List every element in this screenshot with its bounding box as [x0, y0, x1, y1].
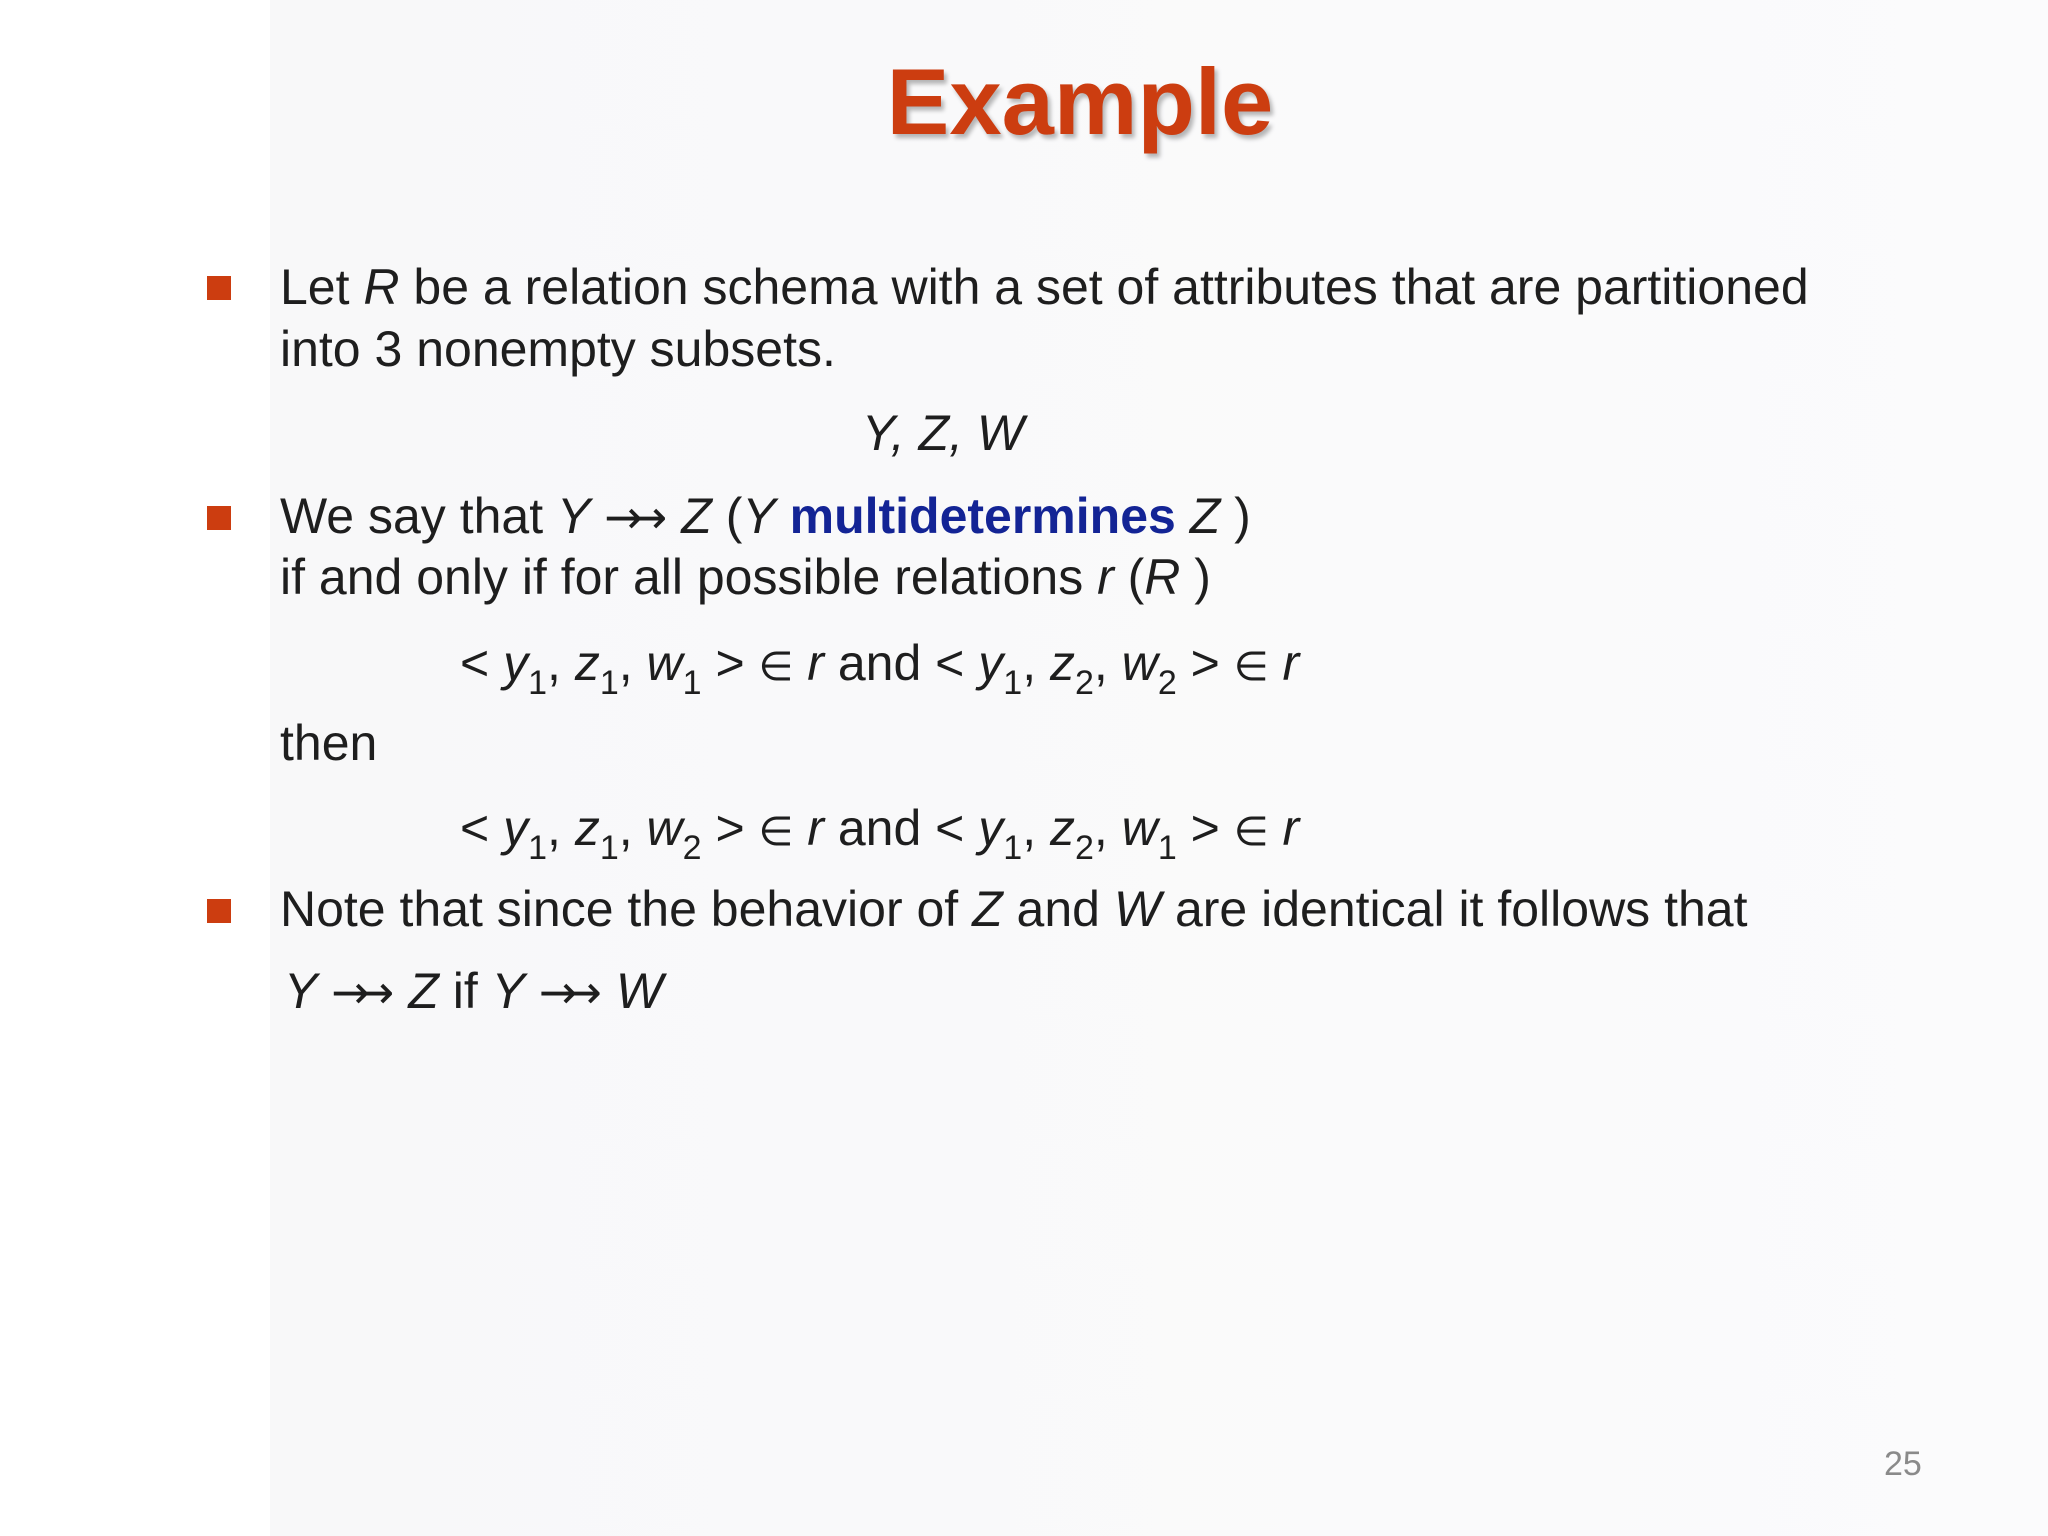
text-span: ): [1180, 549, 1211, 605]
text-span: >: [701, 800, 759, 856]
subscript: 1: [682, 664, 702, 702]
symbol-Z: Z: [972, 881, 1003, 937]
bullet-square-icon: [207, 506, 231, 530]
symbol-y: y: [503, 800, 529, 856]
subscript: 1: [528, 664, 548, 702]
text-span: <: [935, 800, 979, 856]
slide-title: Example: [886, 49, 1274, 154]
symbol-y: y: [978, 800, 1004, 856]
multivalued-arrow-icon: →→: [604, 490, 654, 544]
symbol-Y: Y: [742, 488, 776, 544]
symbol-r: r: [1282, 635, 1300, 691]
page-number: 25: [1884, 1445, 1922, 1483]
subscript: 1: [1003, 664, 1023, 702]
text-span: ,: [618, 635, 647, 691]
text-span: ,: [1022, 635, 1050, 691]
text-span: >: [701, 635, 759, 691]
symbol-r: r: [1282, 800, 1300, 856]
symbol-z: z: [574, 635, 600, 691]
subscript: 1: [528, 829, 548, 867]
symbol-z: z: [1049, 635, 1075, 691]
bullet-square-icon: [207, 276, 231, 300]
text-span: if and only if for all possible relations: [280, 549, 1098, 605]
bullet-3-line-1: [280, 878, 1747, 940]
symbol-w: w: [1121, 800, 1158, 856]
text-span: ,: [618, 800, 647, 856]
subscript: 2: [1074, 664, 1094, 702]
symbol-r: r: [1097, 549, 1114, 605]
symbol-Y: Y: [556, 488, 591, 544]
text-span: ,: [1093, 800, 1122, 856]
subscript: 2: [1157, 664, 1177, 702]
text-span: ,: [1093, 635, 1122, 691]
symbol-y: y: [503, 635, 529, 691]
text-span: if: [438, 963, 492, 1019]
subscript: 1: [599, 664, 619, 702]
bullet-3-formula: [284, 960, 663, 1023]
subscript: 1: [1003, 829, 1023, 867]
text-span: <: [460, 635, 504, 691]
subscript: 1: [599, 829, 619, 867]
symbol-Y: Y: [284, 963, 318, 1019]
text-span: ): [1220, 488, 1251, 544]
bullet-square-icon: [207, 899, 231, 923]
symbol-r: r: [807, 635, 824, 691]
condition-tuples: [460, 632, 1299, 700]
text-span: and: [1002, 881, 1114, 937]
text-span: (: [1113, 549, 1145, 605]
element-of-icon: ∈: [758, 809, 794, 855]
symbol-Z: Z: [408, 963, 439, 1019]
text-span: <: [935, 635, 979, 691]
text-span: and: [823, 800, 936, 856]
text-span: ,: [547, 635, 575, 691]
text-span: (: [711, 488, 743, 544]
symbol-R: R: [1144, 549, 1181, 605]
symbol-Z: Z: [1189, 488, 1221, 544]
text-span: be a relation schema with a set of attributes that are partitioned: [399, 259, 1809, 315]
attribute-subsets: Y, Z, W: [862, 405, 1025, 461]
element-of-icon: ∈: [758, 644, 794, 690]
symbol-w: w: [646, 800, 683, 856]
text-span: are identical it follows that: [1161, 881, 1748, 937]
multivalued-arrow-icon: →→: [538, 965, 588, 1019]
bullet-2-line-2: [280, 546, 1211, 608]
then-label: then: [280, 715, 378, 771]
bullet-1-line-1: [280, 256, 1809, 318]
text-span: We say that: [280, 488, 557, 544]
subscript: 2: [1074, 829, 1094, 867]
text-span: >: [1176, 800, 1234, 856]
text-span: Let: [280, 259, 364, 315]
subscript: 1: [1157, 829, 1177, 867]
subscript: 2: [682, 829, 702, 867]
symbol-y: y: [978, 635, 1004, 691]
bullet-2-line-1: [280, 485, 1251, 548]
symbol-W: W: [1113, 881, 1162, 937]
text-span: <: [460, 800, 504, 856]
symbol-W: W: [615, 963, 664, 1019]
conclusion-tuples: [460, 797, 1299, 865]
symbol-w: w: [1121, 635, 1158, 691]
text-span: and: [823, 635, 936, 691]
symbol-z: z: [574, 800, 600, 856]
bullet-1-line-2: into 3 nonempty subsets.: [280, 321, 836, 377]
text-span: ,: [1022, 800, 1050, 856]
symbol-r: r: [807, 800, 824, 856]
text-span: Note that since the behavior of: [280, 881, 973, 937]
text-span: >: [1176, 635, 1234, 691]
symbol-Y: Y: [491, 963, 525, 1019]
symbol-w: w: [646, 635, 683, 691]
symbol-Z: Z: [681, 488, 712, 544]
multivalued-arrow-icon: →→: [331, 965, 381, 1019]
element-of-icon: ∈: [1233, 644, 1269, 690]
element-of-icon: ∈: [1233, 809, 1269, 855]
keyword-multidetermines: multidetermines: [789, 488, 1176, 544]
text-span: ,: [547, 800, 575, 856]
symbol-R: R: [363, 259, 400, 315]
symbol-z: z: [1049, 800, 1075, 856]
